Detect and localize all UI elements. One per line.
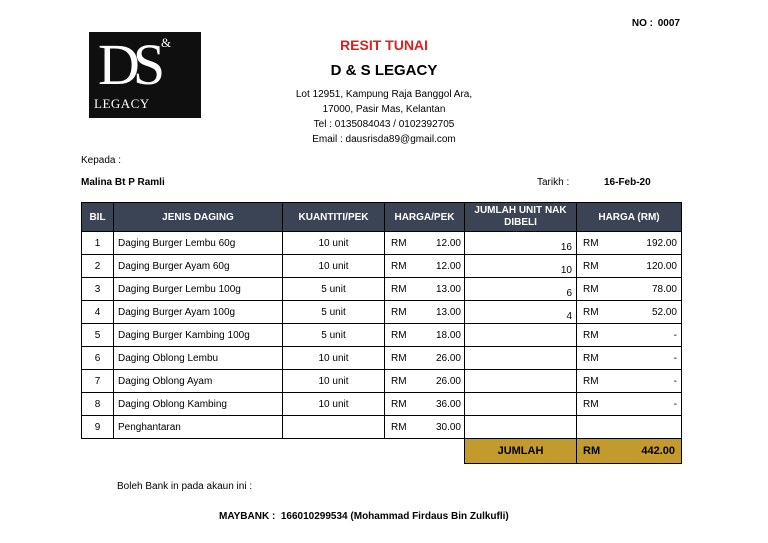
row-total: RM 52.00 — [577, 301, 682, 324]
bank-details — [219, 511, 509, 522]
row-bil: 1 — [82, 232, 114, 255]
date-label: Tarikh : — [537, 177, 570, 188]
bank-account-name: (Mohammad Firdaus Bin Zulkufli) — [350, 511, 509, 522]
row-price: RM 36.00 — [385, 393, 465, 416]
row-price: RM 30.00 — [385, 416, 465, 439]
row-price: RM 26.00 — [385, 347, 465, 370]
header-harga-pek: HARGA/PEK — [385, 203, 465, 232]
row-qty-pek: 10 unit — [283, 393, 385, 416]
row-item: Daging Burger Lembu 60g — [114, 232, 283, 255]
row-bil: 4 — [82, 301, 114, 324]
row-units: 4 — [465, 301, 577, 324]
row-units — [465, 324, 577, 347]
jumlah-row — [82, 439, 682, 464]
header-jumlah-unit: JUMLAH UNIT NAK DIBELI — [465, 203, 577, 232]
row-price: RM 18.00 — [385, 324, 465, 347]
row-total — [577, 416, 682, 439]
company-address-line2: 17000, Pasir Mas, Kelantan — [322, 104, 446, 115]
receipt-number-value: 0007 — [657, 18, 680, 29]
row-qty-pek — [283, 416, 385, 439]
row-bil: 8 — [82, 393, 114, 416]
row-item: Daging Oblong Ayam — [114, 370, 283, 393]
row-qty-pek: 10 unit — [283, 370, 385, 393]
row-total: RM 120.00 — [577, 255, 682, 278]
row-qty-pek: 10 unit — [283, 347, 385, 370]
jumlah-currency: RM — [583, 445, 601, 457]
row-bil: 5 — [82, 324, 114, 347]
table-row — [82, 393, 682, 416]
row-price: RM 12.00 — [385, 255, 465, 278]
row-total: RM - — [577, 370, 682, 393]
table-row — [82, 416, 682, 439]
company-email: Email : dausrisda89@gmail.com — [312, 134, 456, 145]
row-bil: 2 — [82, 255, 114, 278]
row-item: Daging Burger Lembu 100g — [114, 278, 283, 301]
row-total: RM - — [577, 347, 682, 370]
table-row — [82, 370, 682, 393]
row-qty-pek: 10 unit — [283, 255, 385, 278]
row-item: Daging Burger Ayam 60g — [114, 255, 283, 278]
company-name: D & S LEGACY — [330, 62, 438, 79]
table-row — [82, 232, 682, 255]
row-price: RM 13.00 — [385, 301, 465, 324]
row-bil: 9 — [82, 416, 114, 439]
jumlah-amount: 442.00 — [641, 445, 675, 457]
row-units: 6 — [465, 278, 577, 301]
row-units: 16 — [465, 232, 577, 255]
row-units — [465, 370, 577, 393]
table-header-row — [82, 203, 682, 232]
table-row — [82, 324, 682, 347]
header-harga-rm: HARGA (RM) — [577, 203, 682, 232]
row-bil: 7 — [82, 370, 114, 393]
row-price: RM 12.00 — [385, 232, 465, 255]
row-item: Penghantaran — [114, 416, 283, 439]
logo-mark: DS — [98, 32, 159, 97]
bank-label: MAYBANK : — [219, 511, 276, 522]
jumlah-label: JUMLAH — [465, 439, 577, 464]
receipt-table — [81, 202, 682, 464]
bank-note: Boleh Bank in pada akaun ini : — [117, 481, 253, 492]
logo-word: LEGACY — [94, 96, 150, 111]
table-row — [82, 278, 682, 301]
row-price: RM 26.00 — [385, 370, 465, 393]
row-units: 10 — [465, 255, 577, 278]
bank-account-number: 166010299534 — [280, 511, 348, 522]
row-bil: 3 — [82, 278, 114, 301]
row-qty-pek: 5 unit — [283, 301, 385, 324]
logo-ampersand: & — [161, 35, 172, 50]
header-bil: BIL — [82, 203, 114, 232]
row-total: RM - — [577, 393, 682, 416]
row-bil: 6 — [82, 347, 114, 370]
row-total: RM - — [577, 324, 682, 347]
company-phone: Tel : 0135084043 / 0102392705 — [313, 119, 455, 130]
recipient-name: Malina Bt P Ramli — [81, 177, 165, 188]
date-value: 16-Feb-20 — [604, 177, 651, 188]
receipt-number — [630, 18, 680, 29]
jumlah-value — [577, 439, 682, 464]
receipt-title: RESIT TUNAI — [340, 37, 428, 53]
row-item: Daging Oblong Kambing — [114, 393, 283, 416]
header-kuantiti: KUANTITI/PEK — [283, 203, 385, 232]
table-row — [82, 301, 682, 324]
row-total: RM 78.00 — [577, 278, 682, 301]
row-item: Daging Burger Kambing 100g — [114, 324, 283, 347]
row-qty-pek: 5 unit — [283, 324, 385, 347]
row-item: Daging Burger Ayam 100g — [114, 301, 283, 324]
row-qty-pek: 10 unit — [283, 232, 385, 255]
table-row — [82, 347, 682, 370]
company-address-line1: Lot 12951, Kampung Raja Banggol Ara, — [295, 89, 473, 100]
row-total: RM 192.00 — [577, 232, 682, 255]
header-jenis-daging: JENIS DAGING — [114, 203, 283, 232]
recipient-label: Kepada : — [81, 155, 122, 166]
row-price: RM 13.00 — [385, 278, 465, 301]
row-units — [465, 416, 577, 439]
receipt-number-label: NO : — [631, 18, 653, 29]
row-item: Daging Oblong Lembu — [114, 347, 283, 370]
row-units — [465, 393, 577, 416]
row-qty-pek: 5 unit — [283, 278, 385, 301]
table-row — [82, 255, 682, 278]
row-units — [465, 347, 577, 370]
